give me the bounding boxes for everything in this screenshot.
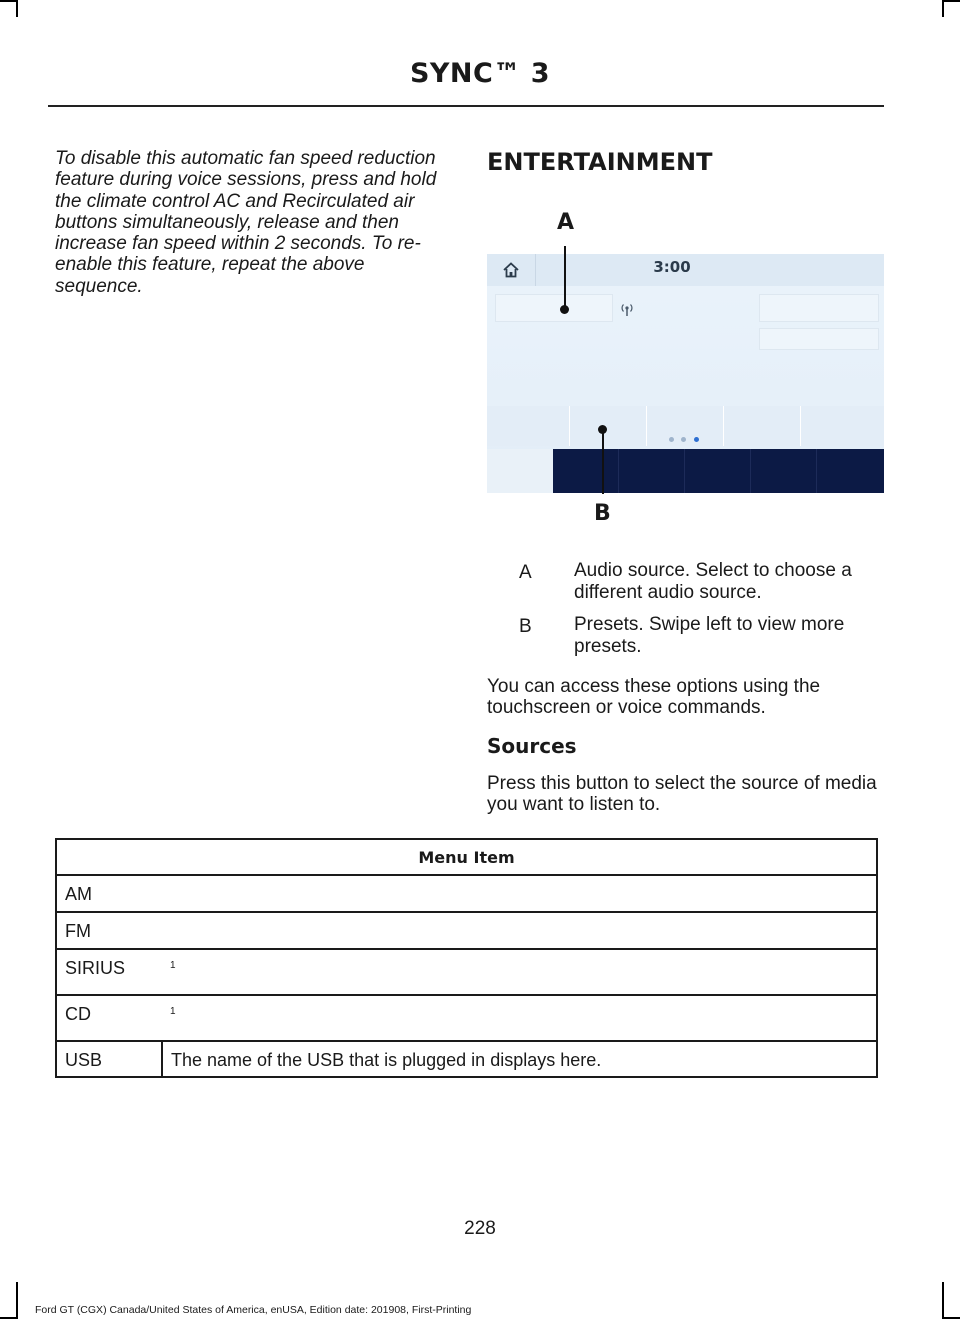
sources-paragraph: Press this button to select the source of media you want to listen to. xyxy=(487,773,877,816)
header-divider xyxy=(48,105,884,107)
callout-label-b: B xyxy=(594,501,611,526)
section-heading: ENTERTAINMENT xyxy=(487,148,713,176)
table-row xyxy=(56,912,877,949)
menu-item-table xyxy=(55,838,878,1078)
page-indicator-dot xyxy=(681,437,686,442)
page-title: SYNC™ 3 xyxy=(409,58,551,89)
active-tab xyxy=(487,449,553,493)
audio-source-tile xyxy=(495,294,613,322)
callout-label-a: A xyxy=(557,210,575,235)
crop-mark xyxy=(942,1317,960,1319)
menu-item-name: USB xyxy=(56,1041,162,1077)
menu-item-detail xyxy=(162,949,877,995)
status-bar xyxy=(487,254,884,286)
legend-item xyxy=(487,560,887,604)
edition-footer: Ford GT (CGX) Canada/United States of America, enUSA, Edition date: 201908, First-Printing xyxy=(35,1304,472,1316)
table-row xyxy=(56,1041,877,1077)
crop-mark xyxy=(942,0,944,17)
callout-line-b xyxy=(602,430,604,494)
menu-item-name: CD xyxy=(56,995,162,1041)
radio-signal-icon xyxy=(617,301,637,317)
crop-mark xyxy=(16,1282,18,1319)
figure-legend xyxy=(487,560,887,668)
footnote-marker: 1 xyxy=(170,1006,176,1017)
legend-description: Presets. Swipe left to view more presets. xyxy=(574,614,845,657)
table-header: Menu Item xyxy=(56,839,877,875)
sources-heading: Sources xyxy=(487,734,577,758)
home-button xyxy=(487,254,536,286)
callout-line-a xyxy=(564,246,566,308)
info-tile xyxy=(759,294,879,322)
crop-mark xyxy=(0,0,17,2)
menu-item-detail: The name of the USB that is plugged in displays here. xyxy=(162,1041,877,1077)
home-icon xyxy=(501,260,521,280)
legend-key: B xyxy=(519,616,532,637)
preset-slot xyxy=(801,406,884,446)
entertainment-screen-figure xyxy=(487,200,884,530)
access-options-paragraph: You can access these options using the touchscreen or voice commands. xyxy=(487,676,821,719)
menu-item-name: SIRIUS xyxy=(56,949,162,995)
preset-slot xyxy=(724,406,801,446)
preset-slot xyxy=(487,406,570,446)
legend-item xyxy=(487,614,887,658)
menu-item-name: AM xyxy=(56,875,877,912)
table-row xyxy=(56,875,877,912)
bottom-bar-segment xyxy=(816,449,884,493)
table-row xyxy=(56,949,877,995)
bottom-bar-segment xyxy=(750,449,816,493)
crop-mark xyxy=(16,0,18,17)
crop-mark xyxy=(0,1317,17,1319)
table-row xyxy=(56,995,877,1041)
menu-item-detail xyxy=(162,995,877,1041)
touchscreen-illustration xyxy=(487,254,884,493)
clock: 3:00 xyxy=(653,258,691,276)
info-tile xyxy=(759,328,879,350)
page-number: 228 xyxy=(464,1218,496,1239)
bottom-bar-segment xyxy=(618,449,684,493)
menu-item-name: FM xyxy=(56,912,877,949)
fan-speed-note: To disable this automatic fan speed reduction feature during voice sessions, press and hold the climate control AC and Recirculated air buttons simultaneously, release and then increase fan speed within 2 seconds. To re-enable this feature, repeat the above sequence. xyxy=(55,148,437,297)
legend-key: A xyxy=(519,562,532,583)
page-indicator-dot xyxy=(669,437,674,442)
page-indicator-dot xyxy=(694,437,699,442)
crop-mark xyxy=(942,0,960,2)
bottom-bar-segment xyxy=(684,449,750,493)
crop-mark xyxy=(942,1282,944,1319)
bottom-navigation-bar xyxy=(487,449,884,493)
preset-slot xyxy=(570,406,647,446)
footnote-marker: 1 xyxy=(170,960,176,971)
legend-description: Audio source. Select to choose a different audio source. xyxy=(574,560,852,603)
callout-dot-a xyxy=(560,305,569,314)
